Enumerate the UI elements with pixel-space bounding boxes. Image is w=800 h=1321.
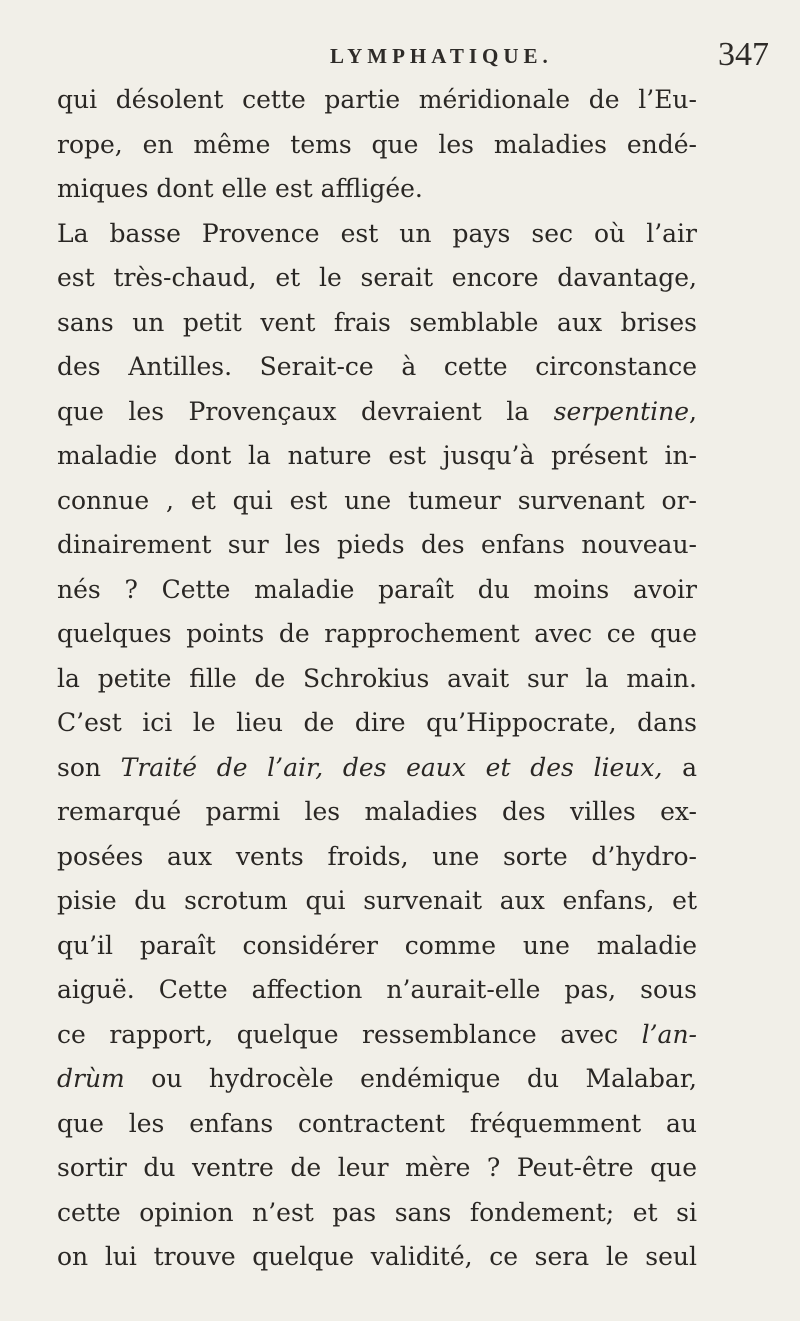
- text-line: cette opinion n’est pas sans fondement; et si: [57, 1197, 697, 1227]
- body-text: [57, 78, 697, 1280]
- text-line: C’est ici le lieu de dire qu’Hippocrate, dans: [57, 708, 697, 737]
- text-line: sans un petit vent frais semblable aux brises: [57, 307, 697, 337]
- text-line: que les enfans contractent fréquemment au: [57, 1108, 697, 1138]
- text-line: nés ? Cette maladie paraît du moins avoir: [57, 574, 697, 604]
- text-line: La basse Provence est un pays sec où l’air: [57, 218, 697, 248]
- text-line: drùm ou hydrocèle endémique du Malabar,: [57, 1064, 697, 1093]
- text-line: miques dont elle est affligée.: [57, 174, 423, 203]
- text-line: qu’il paraît considérer comme une maladie: [57, 930, 697, 960]
- text-line: sortir du ventre de leur mère ? Peut-être que: [57, 1153, 697, 1182]
- italic-term: serpentine: [553, 396, 690, 426]
- text-line: quelques points de rapprochement avec ce que: [57, 619, 697, 648]
- text-line: son Traité de l’air, des eaux et des lieux, a: [57, 752, 697, 782]
- text-line: connue , et qui est une tumeur survenant or-: [57, 485, 697, 515]
- text-line: des Antilles. Serait-ce à cette circonstance: [57, 352, 697, 381]
- text-line: aiguë. Cette affection n’aurait-elle pas, sous: [57, 975, 697, 1004]
- text-line: dinairement sur les pieds des enfans nouveau-: [57, 530, 697, 559]
- italic-term: l’an-: [641, 1019, 697, 1049]
- running-title: LYMPHATIQUE.: [330, 44, 553, 68]
- text-line: posées aux vents froids, une sorte d’hydro-: [57, 841, 697, 871]
- text-line: qui désolent cette partie méridionale de l’Eu-: [57, 85, 697, 114]
- text-line: rope, en même tems que les maladies endé-: [57, 129, 697, 159]
- text-line: on lui trouve quelque validité, ce sera le seul: [57, 1242, 697, 1271]
- text-line: ce rapport, quelque ressemblance avec l’an-: [57, 1019, 697, 1049]
- text-line: pisie du scrotum qui survenait aux enfans, et: [57, 886, 697, 915]
- page-number: 347: [718, 36, 769, 73]
- italic-book-title: Traité de l’air, des eaux et des lieux,: [120, 752, 663, 782]
- text-line: la petite fille de Schrokius avait sur la main.: [57, 663, 697, 693]
- text-line: que les Provençaux devraient la serpentine,: [57, 396, 697, 426]
- text-line: est très-chaud, et le serait encore davantage,: [57, 263, 697, 292]
- italic-term: drùm: [57, 1064, 125, 1093]
- text-line: maladie dont la nature est jusqu’à présent in-: [57, 441, 697, 470]
- text-line: remarqué parmi les maladies des villes ex-: [57, 797, 697, 826]
